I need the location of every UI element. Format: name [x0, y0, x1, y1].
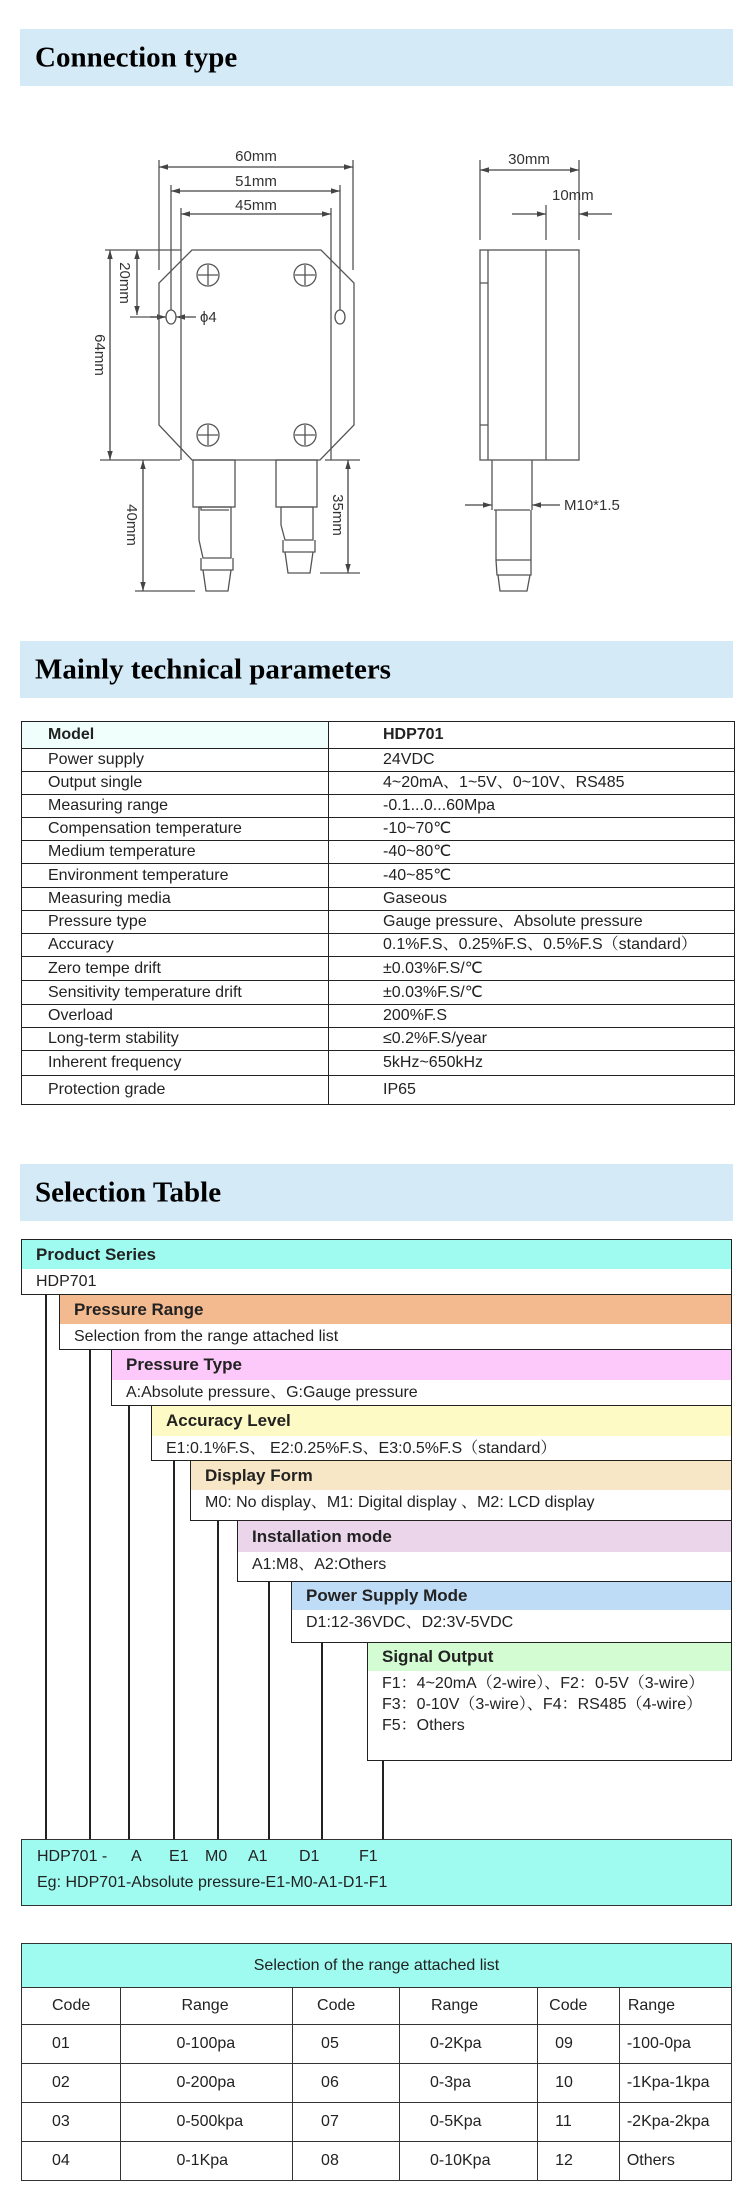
param-name: Environment temperature	[22, 864, 329, 888]
code-cell: 11	[538, 2103, 620, 2142]
connector-line	[321, 1642, 323, 1839]
param-name: Accuracy	[22, 934, 329, 957]
connector-line	[382, 1760, 384, 1839]
table-row	[22, 981, 735, 1005]
table-row	[22, 772, 735, 795]
param-name: Protection grade	[22, 1076, 329, 1105]
dim-51-label: 51mm	[235, 173, 277, 190]
dim-20-label: 20mm	[116, 262, 133, 304]
param-value: -40~85℃	[329, 864, 735, 888]
table-row	[22, 1051, 735, 1076]
technical-parameters-table	[21, 721, 735, 1105]
column-header: Range	[619, 1988, 731, 2025]
thread-label: M10*1.5	[564, 497, 620, 514]
example-code-part: A1	[248, 1848, 268, 1865]
param-value: 200%F.S	[329, 1005, 735, 1028]
range-cell: -2Kpa-2kpa	[619, 2103, 731, 2142]
range-list-table	[21, 1943, 732, 2181]
dimension-drawing	[0, 0, 750, 620]
dim-60-label: 60mm	[235, 148, 277, 165]
connector-line	[173, 1460, 175, 1839]
section-title: Connection type	[35, 41, 238, 73]
range-cell: 0-5Kpa	[399, 2103, 537, 2142]
selection-box-accuracy-level	[151, 1405, 732, 1461]
range-cell: -1Kpa-1kpa	[619, 2064, 731, 2103]
param-name: Inherent frequency	[22, 1051, 329, 1076]
section-title: Selection Table	[35, 1176, 222, 1208]
selection-box-title: Pressure Range	[60, 1295, 731, 1324]
table-row	[22, 795, 735, 818]
selection-box-pressure-type	[111, 1349, 732, 1406]
table-row	[22, 911, 735, 934]
column-header: Code	[22, 1988, 121, 2025]
param-name: Output single	[22, 772, 329, 795]
param-value: ±0.03%F.S/℃	[329, 981, 735, 1005]
param-value: -10~70℃	[329, 818, 735, 841]
table-row	[22, 2064, 732, 2103]
table-row	[22, 864, 735, 888]
code-cell: 04	[22, 2142, 121, 2181]
table-row	[22, 2103, 732, 2142]
connector-line	[128, 1405, 130, 1839]
code-cell: 05	[293, 2025, 400, 2064]
screw-icons	[197, 264, 316, 446]
code-cell: 06	[293, 2064, 400, 2103]
code-cell: 07	[293, 2103, 400, 2142]
param-name: Compensation temperature	[22, 818, 329, 841]
param-name: Power supply	[22, 749, 329, 772]
table-row	[22, 1076, 735, 1105]
range-cell: 0-3pa	[399, 2064, 537, 2103]
column-header: Range	[121, 1988, 293, 2025]
selection-box-signal-output	[367, 1642, 732, 1761]
table-row	[22, 934, 735, 957]
range-cell: 0-100pa	[121, 2025, 293, 2064]
connector-line	[89, 1349, 91, 1839]
param-value: Gaseous	[329, 888, 735, 911]
selection-box-title: Product Series	[22, 1240, 731, 1269]
param-value: -40~80℃	[329, 841, 735, 864]
table-row	[22, 2142, 732, 2181]
connector-line	[217, 1520, 219, 1839]
selection-box-display-form	[190, 1460, 732, 1521]
dim-64-label: 64mm	[91, 334, 108, 376]
range-cell: -100-0pa	[619, 2025, 731, 2064]
param-name: Pressure type	[22, 911, 329, 934]
selection-box-power-supply-mode	[291, 1581, 732, 1643]
table-row	[22, 2025, 732, 2064]
param-value: HDP701	[329, 722, 735, 749]
selection-box-product-series	[21, 1239, 732, 1295]
table-row	[22, 957, 735, 981]
param-name: Long-term stability	[22, 1028, 329, 1051]
code-cell: 02	[22, 2064, 121, 2103]
selection-box-title: Pressure Type	[112, 1350, 731, 1380]
param-value: 0.1%F.S、0.25%F.S、0.5%F.S（standard）	[329, 934, 735, 957]
selection-option-text: Selection from the range attached list	[74, 1328, 339, 1345]
section-title: Mainly technical parameters	[35, 653, 391, 685]
example-code-part: F1	[359, 1848, 378, 1865]
sensor-body-side	[480, 250, 579, 460]
connector-line	[45, 1294, 47, 1839]
table-row	[22, 888, 735, 911]
hose-fitting-side	[492, 460, 532, 591]
dimension-lines	[110, 167, 612, 591]
selection-option-text: E1:0.1%F.S、 E2:0.25%F.S、E3:0.5%F.S（standard）	[166, 1440, 557, 1457]
section-header-technical	[20, 641, 733, 698]
param-name: Zero tempe drift	[22, 957, 329, 981]
range-cell: Others	[619, 2142, 731, 2181]
selection-box-title: Display Form	[191, 1461, 731, 1490]
example-text: Eg: HDP701-Absolute pressure-E1-M0-A1-D1-F1	[37, 1874, 388, 1891]
example-code-part: A	[131, 1848, 142, 1865]
selection-box-title: Power Supply Mode	[292, 1582, 731, 1610]
range-cell: 0-10Kpa	[399, 2142, 537, 2181]
dim-30-label: 30mm	[508, 151, 550, 168]
sensor-body-front	[159, 250, 354, 460]
example-code-part: D1	[299, 1848, 320, 1865]
dim-40-label: 40mm	[123, 504, 140, 546]
hose-fitting-left	[193, 460, 235, 591]
param-name: Overload	[22, 1005, 329, 1028]
table-row	[22, 841, 735, 864]
selection-box-title: Installation mode	[238, 1521, 731, 1552]
range-table-title-row	[22, 1944, 732, 1988]
dim-10-label: 10mm	[552, 187, 594, 204]
selection-option-text: HDP701	[36, 1273, 97, 1290]
table-row	[22, 749, 735, 772]
range-cell: 0-200pa	[121, 2064, 293, 2103]
param-value: 24VDC	[329, 749, 735, 772]
range-table-title: Selection of the range attached list	[22, 1944, 732, 1988]
selection-box-title: Accuracy Level	[152, 1406, 731, 1436]
param-value: ±0.03%F.S/℃	[329, 957, 735, 981]
param-value: Gauge pressure、Absolute pressure	[329, 911, 735, 934]
param-name: Measuring media	[22, 888, 329, 911]
param-value: IP65	[329, 1076, 735, 1105]
selection-option-text: F5：Others	[382, 1717, 465, 1734]
column-header: Range	[399, 1988, 537, 2025]
column-header: Code	[293, 1988, 400, 2025]
table-header-row	[22, 722, 735, 749]
table-row	[22, 1028, 735, 1051]
selection-option-text: F3：0-10V（3-wire）、F4：RS485（4-wire）	[382, 1696, 703, 1713]
selection-option-text: A1:M8、A2:Others	[252, 1556, 387, 1573]
example-code-part: E1	[169, 1848, 189, 1865]
range-cell: 0-1Kpa	[121, 2142, 293, 2181]
mount-hole	[166, 310, 176, 324]
table-row	[22, 1005, 735, 1028]
selection-option-text: M0: No display、M1: Digital display 、M2: LCD display	[205, 1494, 595, 1511]
example-code-part: M0	[205, 1848, 228, 1865]
selection-box-installation-mode	[237, 1520, 732, 1582]
hose-fitting-right	[276, 460, 317, 573]
param-value: -0.1...0...60Mpa	[329, 795, 735, 818]
param-value: 5kHz~650kHz	[329, 1051, 735, 1076]
code-cell: 03	[22, 2103, 121, 2142]
example-code-box	[21, 1839, 732, 1906]
range-cell: 0-500kpa	[121, 2103, 293, 2142]
range-cell: 0-2Kpa	[399, 2025, 537, 2064]
example-code-part: HDP701 -	[37, 1848, 108, 1865]
column-header: Code	[538, 1988, 620, 2025]
selection-option-text: F1：4~20mA（2-wire）、F2：0-5V（3-wire）	[382, 1675, 705, 1692]
param-name: Medium temperature	[22, 841, 329, 864]
section-header-selection	[20, 1164, 733, 1221]
code-cell: 09	[538, 2025, 620, 2064]
mount-hole	[335, 310, 345, 324]
param-name: Model	[22, 722, 329, 749]
dim-35-label: 35mm	[329, 494, 346, 536]
dim-45-label: 45mm	[235, 197, 277, 214]
param-name: Measuring range	[22, 795, 329, 818]
table-row	[22, 818, 735, 841]
code-cell: 01	[22, 2025, 121, 2064]
selection-option-text: A:Absolute pressure、G:Gauge pressure	[126, 1384, 418, 1401]
hole-diameter-label: ϕ4	[200, 309, 217, 326]
selection-box-title: Signal Output	[368, 1643, 731, 1671]
param-name: Sensitivity temperature drift	[22, 981, 329, 1005]
code-cell: 08	[293, 2142, 400, 2181]
selection-box-pressure-range	[59, 1294, 732, 1350]
selection-option-text: D1:12-36VDC、D2:3V-5VDC	[306, 1614, 514, 1631]
code-cell: 12	[538, 2142, 620, 2181]
code-cell: 10	[538, 2064, 620, 2103]
range-table-header-row	[22, 1988, 732, 2025]
param-value: ≤0.2%F.S/year	[329, 1028, 735, 1051]
connector-line	[268, 1581, 270, 1839]
param-value: 4~20mA、1~5V、0~10V、RS485	[329, 772, 735, 795]
